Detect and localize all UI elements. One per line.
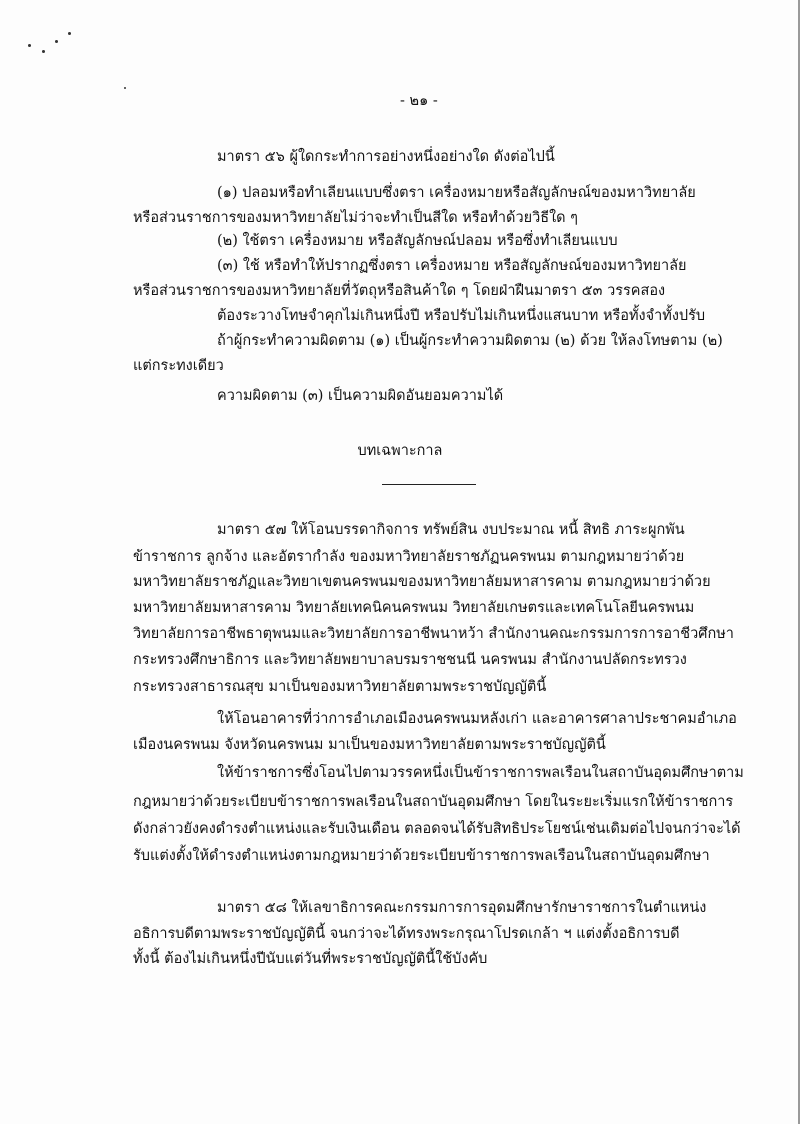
paragraph-line: มหาวิทยาลัยมหาสารคาม วิทยาลัยเทคนิคนครพนม วิทยาลัยเกษตรและเทคโนโลยีนครพนม: [133, 600, 695, 616]
paragraph-line: ให้โอนอาคารที่ว่าการอำเภอเมืองนครพนมหลังเก่า และอาคารศาลาประชาคมอำเภอ: [217, 711, 737, 727]
paragraph-line: ทั้งนี้ ต้องไม่เกินหนึ่งปีนับแต่วันที่พระราชบัญญัตินี้ใช้บังคับ: [133, 951, 488, 967]
paragraph-line: หรือส่วนราชการของมหาวิทยาลัยที่วัตถุหรือสินค้าใด ๆ โดยฝ่าฝืนมาตรา ๕๓ วรรคสอง: [133, 283, 666, 299]
page-number: - ๒๑ -: [400, 93, 438, 109]
paragraph-line: มาตรา ๕๗ ให้โอนบรรดากิจการ ทรัพย์สิน งบประมาณ หนี้ สิทธิ ภาระผูกพัน: [217, 522, 685, 538]
scan-speck: [28, 44, 31, 47]
scan-speck: [55, 40, 58, 43]
scan-speck: [42, 50, 45, 53]
paragraph-line: มหาวิทยาลัยราชภัฏและวิทยาเขตนครพนมของมหาวิทยาลัยมหาสารคาม ตามกฎหมายว่าด้วย: [133, 574, 711, 590]
paragraph-line: (๑) ปลอมหรือทำเลียนแบบซึ่งตรา เครื่องหมายหรือสัญลักษณ์ของมหาวิทยาลัย: [217, 185, 696, 201]
paragraph-line: มาตรา ๕๖ ผู้ใดกระทำการอย่างหนึ่งอย่างใด ดังต่อไปนี้: [217, 149, 555, 165]
section-heading: บทเฉพาะกาล: [357, 443, 443, 459]
paragraph-line: ถ้าผู้กระทำความผิดตาม (๑) เป็นผู้กระทำความผิดตาม (๒) ด้วย ให้ลงโทษตาม (๒): [217, 333, 723, 349]
paragraph-line: อธิการบดีตามพระราชบัญญัตินี้ จนกว่าจะได้ทรงพระกรุณาโปรดเกล้า ฯ แต่งตั้งอธิการบดี: [133, 926, 680, 942]
paragraph-line: ความผิดตาม (๓) เป็นความผิดอันยอมความได้: [217, 388, 504, 404]
scan-speck: [68, 32, 71, 35]
paragraph-line: ดังกล่าวยังคงดำรงตำแหน่งและรับเงินเดือน ตลอดจนได้รับสิทธิประโยชน์เช่นเดิมต่อไปจนกว่าจะได้: [133, 821, 741, 837]
paragraph-line: ต้องระวางโทษจำคุกไม่เกินหนึ่งปี หรือปรับไม่เกินหนึ่งแสนบาท หรือทั้งจำทั้งปรับ: [217, 308, 706, 324]
paragraph-line: มาตรา ๕๘ ให้เลขาธิการคณะกรรมการการอุดมศึกษารักษาราชการในตำแหน่ง: [217, 900, 707, 916]
paragraph-line: ให้ข้าราชการซึ่งโอนไปตามวรรคหนึ่งเป็นข้าราชการพลเรือนในสถาบันอุดมศึกษาตาม: [217, 765, 744, 781]
paragraph-line: กระทรวงสาธารณสุข มาเป็นของมหาวิทยาลัยตามพระราชบัญญัตินี้: [133, 679, 547, 695]
paragraph-line: แต่กระทงเดียว: [133, 358, 224, 374]
paragraph-line: รับแต่งตั้งให้ดำรงตำแหน่งตามกฎหมายว่าด้วยระเบียบข้าราชการพลเรือนในสถาบันอุดมศึกษา: [133, 848, 710, 864]
heading-underline: [382, 484, 476, 485]
paragraph-line: (๒) ใช้ตรา เครื่องหมาย หรือสัญลักษณ์ปลอม หรือซึ่งทำเลียนแบบ: [217, 233, 618, 249]
paragraph-line: เมืองนครพนม จังหวัดนครพนม มาเป็นของมหาวิทยาลัยตามพระราชบัญญัตินี้: [133, 737, 606, 753]
paragraph-line: กฎหมายว่าด้วยระเบียบข้าราชการพลเรือนในสถาบันอุดมศึกษา โดยในระยะเริ่มแรกให้ข้าราชการ: [133, 794, 734, 810]
paragraph-line: หรือส่วนราชการของมหาวิทยาลัยไม่ว่าจะทำเป็นสีใด หรือทำด้วยวิธีใด ๆ: [133, 210, 578, 226]
paragraph-line: กระทรวงศึกษาธิการ และวิทยาลัยพยาบาลบรมราชชนนี นครพนม สำนักงานปลัดกระทรวง: [133, 652, 687, 668]
paragraph-line: วิทยาลัยการอาชีพธาตุพนมและวิทยาลัยการอาชีพนาหว้า สำนักงานคณะกรรมการการอาชีวศึกษา: [133, 626, 734, 642]
scan-speck: [124, 87, 126, 89]
paragraph-line: (๓) ใช้ หรือทำให้ปรากฏซึ่งตรา เครื่องหมาย หรือสัญลักษณ์ของมหาวิทยาลัย: [217, 258, 687, 274]
paragraph-line: ข้าราชการ ลูกจ้าง และอัตรากำลัง ของมหาวิทยาลัยราชภัฏนครพนม ตามกฎหมายว่าด้วย: [133, 549, 685, 565]
